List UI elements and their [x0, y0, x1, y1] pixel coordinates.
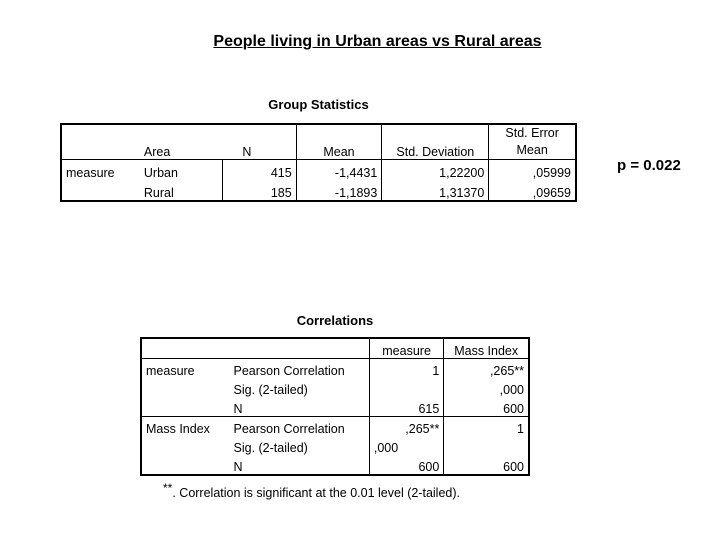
cell-measure: 600 — [369, 455, 443, 475]
correlations-table — [140, 337, 530, 476]
cell-std-deviation: 1,22200 — [382, 160, 489, 181]
row-group-label-blank — [141, 436, 230, 455]
row-group-label-blank — [141, 397, 230, 417]
cell-measure: 615 — [369, 397, 443, 417]
table-row — [141, 397, 529, 417]
cell-stat: Sig. (2-tailed) — [233, 383, 308, 397]
p-value: p = 0.022 — [617, 157, 681, 174]
row-group-label-blank — [141, 455, 230, 475]
header-blank — [61, 124, 140, 160]
header-std-deviation: Std. Deviation — [382, 124, 489, 160]
group-statistics-caption: Group Statistics — [268, 97, 369, 112]
table-header-row — [141, 338, 529, 359]
cell-mass-index: 600 — [444, 455, 529, 475]
header-std-error-line1: Std. Error — [505, 126, 559, 140]
cell-std-error: ,09659 — [489, 180, 576, 201]
table-row — [141, 417, 529, 437]
cell-mass-index: 1 — [444, 417, 529, 437]
table-row — [141, 378, 529, 397]
cell-mass-index — [444, 436, 529, 455]
cell-area: Urban — [140, 160, 222, 181]
header-std-error — [489, 124, 576, 160]
table-row — [141, 436, 529, 455]
cell-measure: ,000 — [369, 436, 443, 455]
cell-mean: -1,4431 — [296, 160, 382, 181]
row-group-label: Mass Index — [146, 422, 210, 436]
cell-stat: N — [230, 397, 370, 417]
cell-mass-index: 600 — [444, 397, 529, 417]
cell-stat: N — [233, 460, 243, 474]
footnote — [163, 481, 460, 500]
group-statistics-table — [60, 123, 577, 202]
correlations-caption: Correlations — [296, 313, 374, 328]
table-header-row — [61, 124, 576, 160]
row-group-label-blank — [141, 378, 230, 397]
cell-area: Rural — [143, 186, 174, 200]
header-blank — [141, 338, 230, 359]
row-group-label-blank — [61, 180, 140, 201]
row-group-label: measure — [61, 160, 140, 181]
cell-measure: 1 — [369, 359, 443, 379]
row-group-label: measure — [146, 364, 195, 378]
table-row — [141, 359, 529, 379]
cell-n: 185 — [222, 180, 296, 201]
cell-stat: Pearson Correlation — [233, 364, 345, 378]
footnote-mark: ** — [163, 481, 173, 495]
cell-std-error: ,05999 — [489, 160, 576, 181]
footnote-text: . Correlation is significant at the 0.01 level (2-tailed). — [172, 486, 460, 500]
cell-std-deviation: 1,31370 — [382, 180, 489, 201]
table-row — [61, 180, 576, 201]
cell-mean: -1,1893 — [296, 180, 382, 201]
table-row — [61, 160, 576, 181]
header-mean: Mean — [296, 124, 382, 160]
cell-measure: ,265** — [369, 417, 443, 437]
table-row — [141, 455, 529, 475]
header-measure: measure — [369, 338, 443, 359]
cell-stat: Sig. (2-tailed) — [233, 441, 308, 455]
header-n: N — [210, 124, 284, 160]
header-std-error-line2: Mean — [516, 143, 548, 157]
cell-mass-index: ,265** — [444, 359, 529, 379]
header-area: Area — [140, 124, 222, 160]
cell-n: 415 — [222, 160, 296, 181]
header-mass-index: Mass Index — [444, 338, 529, 359]
header-blank — [230, 338, 370, 359]
cell-measure — [369, 378, 443, 397]
page-title: People living in Urban areas vs Rural areas — [213, 33, 542, 50]
cell-mass-index: ,000 — [444, 378, 529, 397]
cell-stat: Pearson Correlation — [233, 422, 345, 436]
